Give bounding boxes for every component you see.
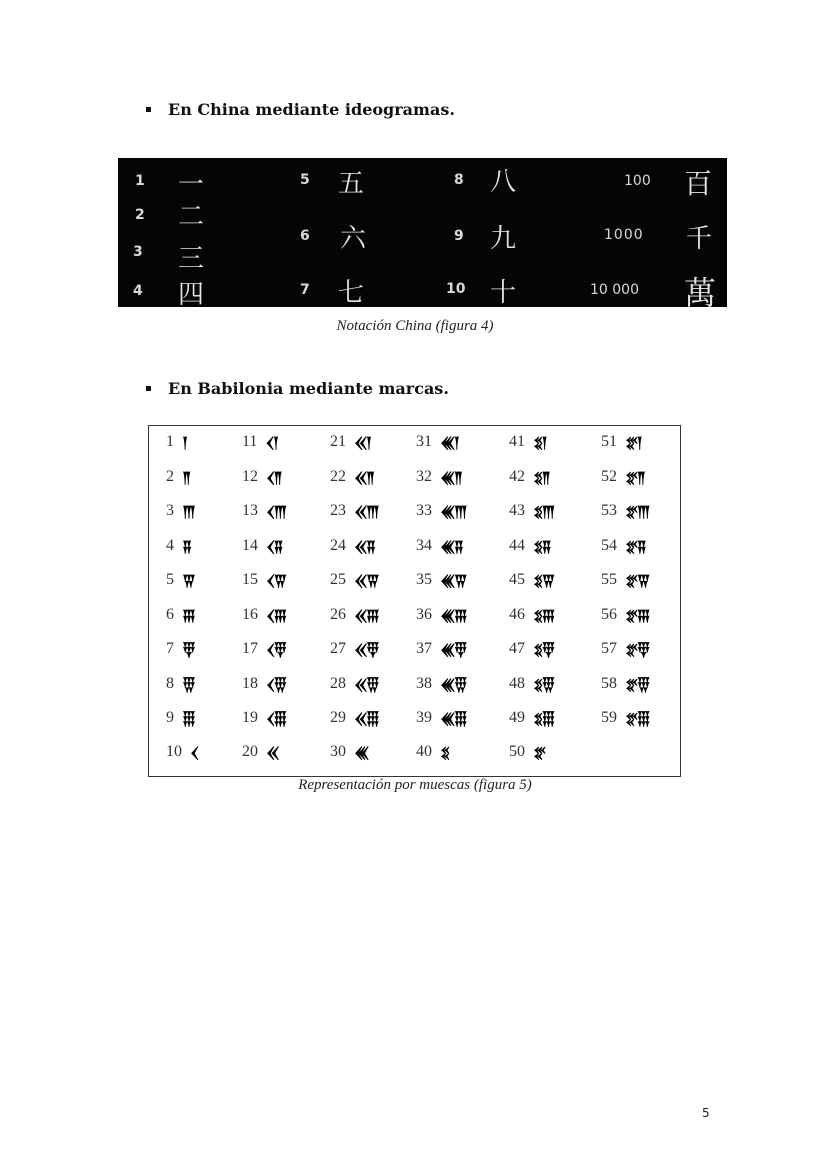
cuneiform-glyph-icon: 𒐐𒐋 — [625, 607, 649, 625]
cn-glyph-10: 十 — [490, 278, 517, 308]
babylonian-numeral-value: 57 — [601, 640, 617, 657]
babylonian-numeral-value: 35 — [416, 571, 432, 588]
cuneiform-glyph-icon: 𒐐𒐉 — [625, 538, 645, 556]
babylonian-numeral-cell — [601, 430, 641, 454]
babylonian-numeral-cell — [601, 603, 649, 627]
babylon-caption: Representación por muescas (figura 5) — [298, 777, 532, 793]
babylonian-numeral-cell — [330, 465, 373, 489]
babylonian-numeral-cell — [166, 637, 194, 661]
cn-num-1000: 1000 — [604, 227, 644, 243]
babylonian-numeral-value: 3 — [166, 502, 174, 519]
babylonian-numeral-cell — [330, 603, 378, 627]
cuneiform-glyph-icon: 𒎙 — [266, 744, 278, 762]
babylonian-numeral-value: 53 — [601, 502, 617, 519]
babylonian-numeral-value: 23 — [330, 502, 346, 519]
china-caption: Notación China (figura 4) — [336, 318, 494, 334]
cuneiform-glyph-icon: 𒌋 — [190, 744, 198, 762]
babylonian-numeral-cell — [166, 706, 194, 730]
china-heading-text: En China mediante ideogramas. — [168, 100, 455, 119]
cn-num-1: 1 — [135, 173, 145, 189]
babylonian-numeral-cell — [416, 430, 458, 454]
cn-num-6: 6 — [300, 228, 310, 244]
babylonian-numeral-cell — [416, 637, 466, 661]
babylonian-numeral-value: 26 — [330, 606, 346, 623]
babylonian-numeral-cell — [601, 465, 644, 489]
babylonian-numeral-value: 51 — [601, 433, 617, 450]
cuneiform-glyph-icon: 𒎙𒐈 — [354, 503, 378, 521]
cuneiform-glyph-icon: 𒎙𒈫 — [354, 469, 374, 487]
babylonian-numeral-value: 43 — [509, 502, 525, 519]
babylonian-numeral-cell — [509, 637, 553, 661]
cuneiform-glyph-icon: 𒌍𒈫 — [440, 469, 462, 487]
babylonian-numeral-cell — [509, 706, 553, 730]
babylonian-numeral-value: 40 — [416, 743, 432, 760]
babylonian-numeral-value: 42 — [509, 468, 525, 485]
cuneiform-glyph-icon: 𒐏𒁹 — [533, 434, 546, 452]
babylonian-numeral-cell — [242, 465, 281, 489]
cn-num-5: 5 — [300, 172, 310, 188]
cuneiform-glyph-icon: 𒐐𒑂 — [625, 641, 649, 659]
babylonian-numeral-value: 52 — [601, 468, 617, 485]
cuneiform-glyph-icon: 𒐏𒐋 — [533, 607, 554, 625]
babylonian-numeral-cell — [330, 534, 374, 558]
cuneiform-glyph-icon: 𒐏𒐊 — [533, 572, 554, 590]
bullet-icon — [146, 107, 151, 112]
babylonian-numeral-cell — [416, 706, 466, 730]
babylonian-numeral-cell — [166, 740, 197, 764]
babylonian-numeral-value: 50 — [509, 743, 525, 760]
babylonian-numeral-cell — [330, 672, 378, 696]
cn-num-3: 3 — [133, 244, 143, 260]
babylonian-numeral-cell — [601, 499, 649, 523]
cuneiform-glyph-icon: 𒐏 — [440, 744, 449, 762]
cn-glyph-9: 九 — [490, 224, 517, 254]
cuneiform-glyph-icon: 𒐏𒑆 — [533, 710, 554, 728]
babylonian-numeral-cell — [166, 430, 186, 454]
babylonian-numeral-value: 10 — [166, 743, 182, 760]
babylonian-numeral-value: 36 — [416, 606, 432, 623]
babylonian-numeral-value: 24 — [330, 537, 346, 554]
babylonian-numeral-value: 17 — [242, 640, 258, 657]
babylonian-numeral-value: 49 — [509, 709, 525, 726]
babylonian-numeral-cell — [330, 637, 378, 661]
babylon-heading-text: En Babilonia mediante marcas. — [168, 379, 449, 398]
babylonian-numeral-value: 45 — [509, 571, 525, 588]
babylonian-numeral-cell — [242, 706, 285, 730]
babylonian-numeral-value: 5 — [166, 571, 174, 588]
babylonian-numeral-value: 59 — [601, 709, 617, 726]
cn-glyph-5: 五 — [338, 169, 365, 199]
babylonian-numeral-value: 22 — [330, 468, 346, 485]
babylonian-numeral-cell — [509, 534, 550, 558]
cuneiform-glyph-icon: 𒌍𒐋 — [440, 607, 466, 625]
babylonian-numeral-value: 13 — [242, 502, 258, 519]
babylonian-numeral-cell — [330, 740, 368, 764]
cuneiform-glyph-icon: 𒌋𒑄 — [266, 676, 286, 694]
babylonian-numeral-cell — [330, 568, 378, 592]
babylonian-numeral-value: 2 — [166, 468, 174, 485]
cuneiform-glyph-icon: 𒐐𒑆 — [625, 710, 649, 728]
cn-glyph-6: 六 — [340, 224, 367, 254]
cn-num-7: 7 — [300, 282, 310, 298]
babylonian-numeral-value: 37 — [416, 640, 432, 657]
babylonian-numerals-figure — [148, 425, 681, 777]
babylonian-numeral-cell — [242, 672, 285, 696]
babylonian-numeral-value: 9 — [166, 709, 174, 726]
cn-num-9: 9 — [454, 228, 464, 244]
babylonian-numeral-cell — [242, 430, 277, 454]
babylonian-numeral-cell — [509, 568, 553, 592]
babylonian-numeral-cell — [509, 430, 546, 454]
babylonian-numeral-value: 20 — [242, 743, 258, 760]
babylonian-numeral-cell — [242, 740, 278, 764]
bullet-icon — [146, 386, 151, 391]
babylonian-numeral-value: 55 — [601, 571, 617, 588]
babylonian-numeral-cell — [166, 603, 194, 627]
cuneiform-glyph-icon: 𒐐𒁹 — [625, 434, 641, 452]
babylonian-numeral-value: 14 — [242, 537, 258, 554]
cn-glyph-10000: 萬 — [684, 274, 717, 312]
babylonian-numeral-value: 41 — [509, 433, 525, 450]
cuneiform-glyph-icon: 𒐏𒑂 — [533, 641, 554, 659]
cuneiform-glyph-icon: 𒑄 — [182, 676, 194, 694]
cn-glyph-8: 八 — [490, 167, 517, 197]
cuneiform-glyph-icon: 𒐐𒐊 — [625, 572, 649, 590]
cn-glyph-1000-visible: 千 — [686, 224, 713, 254]
babylonian-numeral-cell — [330, 430, 370, 454]
babylonian-numeral-cell — [509, 603, 553, 627]
babylonian-numeral-value: 30 — [330, 743, 346, 760]
cuneiform-glyph-icon: 𒐐 — [533, 744, 545, 762]
babylonian-numeral-cell — [601, 706, 649, 730]
babylonian-numeral-cell — [416, 603, 466, 627]
cuneiform-glyph-icon: 𒐏𒈫 — [533, 469, 549, 487]
babylonian-numeral-value: 48 — [509, 675, 525, 692]
babylonian-numeral-cell — [416, 672, 466, 696]
cn-num-10000: 10 000 — [590, 282, 639, 298]
cuneiform-glyph-icon: 𒌋𒑆 — [266, 710, 286, 728]
cuneiform-glyph-icon: 𒌋𒐊 — [266, 572, 286, 590]
babylonian-numeral-cell — [242, 568, 285, 592]
cuneiform-glyph-icon: 𒌍𒐉 — [440, 538, 462, 556]
babylonian-numeral-value: 33 — [416, 502, 432, 519]
babylonian-numeral-value: 6 — [166, 606, 174, 623]
babylonian-numeral-cell — [601, 568, 649, 592]
babylonian-numeral-value: 12 — [242, 468, 258, 485]
cuneiform-glyph-icon: 𒎙𒐊 — [354, 572, 378, 590]
cuneiform-glyph-icon: 𒌋𒐉 — [266, 538, 282, 556]
cn-glyph-3: 三 — [178, 244, 205, 274]
babylonian-numeral-value: 1 — [166, 433, 174, 450]
babylonian-numeral-value: 56 — [601, 606, 617, 623]
cuneiform-glyph-icon: 𒐉 — [182, 538, 191, 556]
cn-glyph-7: 七 — [338, 278, 365, 308]
cuneiform-glyph-icon: 𒎙𒑂 — [354, 641, 378, 659]
cuneiform-glyph-icon: 𒌍𒁹 — [440, 434, 458, 452]
babylonian-numeral-cell — [166, 534, 190, 558]
babylonian-numeral-cell — [166, 465, 189, 489]
babylonian-numeral-cell — [166, 568, 194, 592]
cn-glyph-100: 百 — [684, 167, 713, 200]
babylonian-numeral-value: 58 — [601, 675, 617, 692]
cn-num-100: 100 — [624, 173, 651, 189]
babylonian-numeral-value: 32 — [416, 468, 432, 485]
babylonian-numeral-value: 21 — [330, 433, 346, 450]
cuneiform-glyph-icon: 𒌍 — [354, 744, 368, 762]
babylonian-numeral-cell — [330, 499, 378, 523]
babylonian-numeral-value: 18 — [242, 675, 258, 692]
cn-num-2: 2 — [135, 207, 145, 223]
cuneiform-glyph-icon: 𒑆 — [182, 710, 194, 728]
cuneiform-glyph-icon: 𒐏𒑄 — [533, 676, 554, 694]
babylonian-numeral-cell — [509, 465, 549, 489]
babylonian-numeral-value: 39 — [416, 709, 432, 726]
cuneiform-glyph-icon: 𒑂 — [182, 641, 194, 659]
babylonian-numeral-cell — [242, 637, 285, 661]
babylonian-numeral-cell — [509, 740, 545, 764]
babylonian-numeral-value: 31 — [416, 433, 432, 450]
cuneiform-glyph-icon: 𒌍𒑆 — [440, 710, 466, 728]
babylonian-numeral-value: 25 — [330, 571, 346, 588]
babylonian-numeral-value: 46 — [509, 606, 525, 623]
cuneiform-glyph-icon: 𒐐𒐈 — [625, 503, 649, 521]
babylonian-numeral-cell — [242, 499, 285, 523]
babylonian-numeral-cell — [416, 534, 462, 558]
cuneiform-glyph-icon: 𒎙𒁹 — [354, 434, 371, 452]
babylonian-numeral-cell — [601, 534, 645, 558]
china-heading — [146, 100, 455, 119]
cuneiform-glyph-icon: 𒌋𒐋 — [266, 607, 286, 625]
babylonian-numeral-value: 8 — [166, 675, 174, 692]
cuneiform-glyph-icon: 𒌋𒐈 — [266, 503, 286, 521]
babylonian-numeral-cell — [416, 499, 466, 523]
cn-num-4: 4 — [133, 283, 143, 299]
babylonian-numeral-cell — [509, 499, 553, 523]
babylonian-numeral-value: 54 — [601, 537, 617, 554]
cn-glyph-1: 一 — [178, 170, 205, 200]
cuneiform-glyph-icon: 𒐐𒈫 — [625, 469, 645, 487]
cuneiform-glyph-icon: 𒎙𒐋 — [354, 607, 378, 625]
cuneiform-glyph-icon: 𒌋𒁹 — [265, 434, 278, 452]
babylonian-numeral-value: 29 — [330, 709, 346, 726]
cn-num-10: 10 — [446, 281, 466, 297]
babylonian-numeral-value: 4 — [166, 537, 174, 554]
babylonian-numeral-value: 11 — [242, 433, 258, 450]
babylonian-numeral-value: 28 — [330, 675, 346, 692]
babylonian-numeral-cell — [601, 672, 649, 696]
page-number: 5 — [702, 1106, 710, 1120]
cuneiform-glyph-icon: 𒐋 — [182, 607, 194, 625]
babylonian-numeral-cell — [601, 637, 649, 661]
babylonian-numeral-value: 34 — [416, 537, 432, 554]
cuneiform-glyph-icon: 𒎙𒐉 — [354, 538, 375, 556]
babylonian-numeral-value: 27 — [330, 640, 346, 657]
babylonian-numeral-cell — [242, 603, 285, 627]
babylonian-numeral-cell — [416, 740, 448, 764]
babylonian-numeral-value: 7 — [166, 640, 174, 657]
babylonian-numeral-cell — [242, 534, 282, 558]
cuneiform-glyph-icon: 𒎙𒑄 — [354, 676, 378, 694]
babylon-heading — [146, 379, 449, 398]
babylonian-numeral-cell — [416, 465, 461, 489]
cuneiform-glyph-icon: 𒌍𒑄 — [440, 676, 466, 694]
babylonian-numeral-value: 15 — [242, 571, 258, 588]
cuneiform-glyph-icon: 𒌋𒈫 — [266, 469, 281, 487]
cuneiform-glyph-icon: 𒌋𒑂 — [266, 641, 286, 659]
cuneiform-glyph-icon: 𒌍𒐈 — [440, 503, 466, 521]
cn-glyph-4: 四 — [178, 280, 205, 310]
cuneiform-glyph-icon: 𒌍𒑂 — [440, 641, 466, 659]
babylonian-numeral-cell — [330, 706, 378, 730]
chinese-numerals-figure — [118, 158, 727, 312]
cuneiform-glyph-icon: 𒎙𒑆 — [354, 710, 378, 728]
cuneiform-glyph-icon: 𒐊 — [182, 572, 194, 590]
babylonian-numeral-value: 19 — [242, 709, 258, 726]
cuneiform-glyph-icon: 𒌍𒐊 — [440, 572, 466, 590]
babylonian-numeral-cell — [416, 568, 466, 592]
cuneiform-glyph-icon: 𒈫 — [182, 469, 190, 487]
babylonian-numeral-value: 47 — [509, 640, 525, 657]
babylonian-numeral-cell — [509, 672, 553, 696]
cuneiform-glyph-icon: 𒐐𒑄 — [625, 676, 649, 694]
cuneiform-glyph-icon: 𒁹 — [182, 434, 187, 452]
babylonian-numeral-value: 16 — [242, 606, 258, 623]
cn-glyph-2: 二 — [178, 202, 205, 232]
babylonian-numeral-value: 38 — [416, 675, 432, 692]
babylonian-numeral-cell — [166, 672, 194, 696]
babylonian-numeral-value: 44 — [509, 537, 525, 554]
babylonian-numeral-cell — [166, 499, 194, 523]
cuneiform-glyph-icon: 𒐏𒐉 — [533, 538, 550, 556]
cuneiform-glyph-icon: 𒐏𒐈 — [533, 503, 554, 521]
cuneiform-glyph-icon: 𒐈 — [182, 503, 194, 521]
cn-num-8: 8 — [454, 172, 464, 188]
